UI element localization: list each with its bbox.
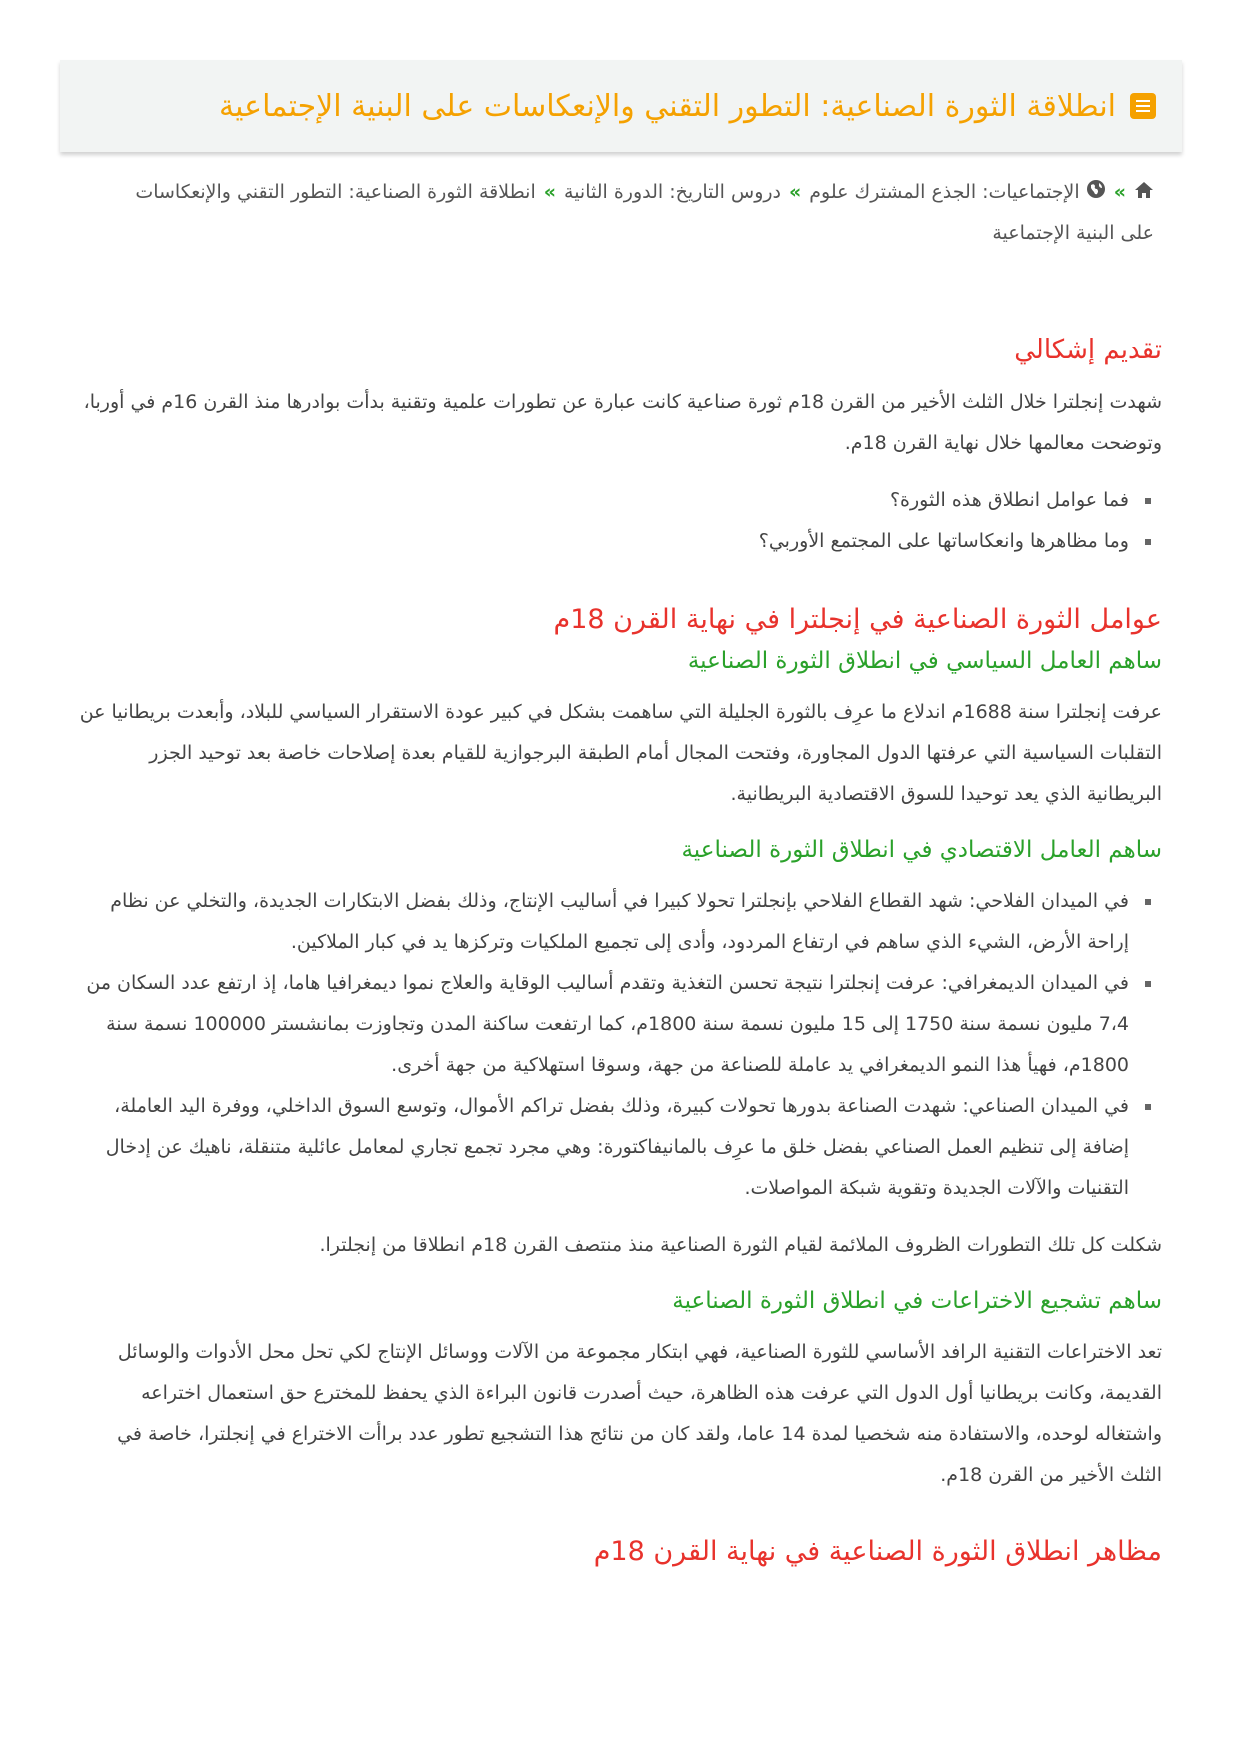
intro-paragraph: شهدت إنجلترا خلال الثلث الأخير من القرن 18م ثورة صناعية كانت عبارة عن تطورات علمية وتقنية بدأت بوادرها منذ القرن 16م في أوربا، وتوضحت معالمها خلال نهاية القرن 18م. [83,391,1162,454]
factors-heading: عوامل الثورة الصناعية في إنجلترا في نهاية القرن 18م [553,604,1162,635]
political-factor-heading: ساهم العامل السياسي في انطلاق الثورة الصناعية [687,648,1162,674]
breadcrumb [134,172,1154,253]
breadcrumb-link-common-core[interactable]: الإجتماعيات: الجذع المشترك علوم [809,181,1080,203]
political-factor-paragraph: عرفت إنجلترا سنة 1688م اندلاع ما عرِف بالثورة الجليلة التي ساهمت بشكل في كبير عودة الاستقرار السياسي للبلاد، وأبعدت بريطانيا عن التقلبات السياسية التي عرفتها الدول المجاورة، وفتحت المجال أمام الطبقة البرجوازية للقيام بعدة إصلاحات خاصة بعد توحيد الجزر البريطانية الذي يعد توحيدا للسوق الاقتصادية البريطانية. [79,701,1162,805]
list-item: في الميدان الفلاحي: شهد القطاع الفلاحي بإنجلترا تحولا كبيرا في أساليب الإنتاج، وذلك بفضل الابتكارات الجديدة، والتخلي عن نظام إراحة الأرض، الشيء الذي ساهم في ارتفاع المردود، وأدى إلى تجميع الملكيات وتركزها يد في كبار الملاكين. [72,881,1129,963]
breadcrumb-link-history-lessons[interactable]: دروس التاريخ: الدورة الثانية [564,181,782,203]
economic-conclusion: شكلت كل تلك التطورات الظروف الملائمة لقيام الثورة الصناعية منذ منتصف القرن 18م انطلاقا من إنجلترا. [319,1234,1162,1256]
article-content [72,330,1162,1584]
breadcrumb-separator: » [1113,181,1126,203]
list-item: في الميدان الديمغرافي: عرفت إنجلترا نتيجة تحسن التغذية وتقدم أساليب الوقاية والعلاج نموا ديمغرافيا هاما، إذ ارتفع عدد السكان من 7،4 مليون نسمة سنة 1750 إلى 15 مليون نسمة سنة 1800م، كما ارتفعت ساكنة المدن وتجاوزت بمانشستر 100000 نسمة سنة 1800م، فهيأ هذا النمو الديمغرافي يد عاملة للصناعة من جهة، وسوقا استهلاكية من جهة أخرى. [72,963,1129,1086]
breadcrumb-separator: » [789,181,802,203]
intro-heading: تقديم إشكالي [1014,335,1162,365]
document-icon [1130,93,1156,119]
list-item: وما مظاهرها وانعكاساتها على المجتمع الأوربي؟ [72,521,1129,562]
inventions-paragraph: تعد الاختراعات التقنية الرافد الأساسي للثورة الصناعية، فهي ابتكار مجموعة من الآلات ووسائل الإنتاج لكي تحل محل الأدوات والوسائل القديمة، وكانت بريطانيا أول الدول التي عرفت هذه الظاهرة، حيث أصدرت قانون البراءة الذي يحفظ للمخترع حق استعمال اختراعه واشتغاله لوحده، والاستفادة منه شخصيا لمدة 14 عاما، ولقد كان من نتائج هذا التشجيع تطور عدد براأت الاختراع في إنجلترا، خاصة في الثلث الأخير من القرن 18م. [117,1341,1162,1486]
breadcrumb-current: انطلاقة الثورة الصناعية: التطور التقني والإنعكاسات على البنية الإجتماعية [135,181,1154,244]
breadcrumb-separator: » [543,181,557,203]
home-icon[interactable] [1134,173,1154,213]
economic-factor-list [72,881,1162,1209]
inventions-factor-heading: ساهم تشجيع الاختراعات في انطلاق الثورة الصناعية [672,1288,1162,1314]
title-box [60,60,1182,152]
economic-factor-heading: ساهم العامل الاقتصادي في انطلاق الثورة الصناعية [681,837,1162,863]
list-item: في الميدان الصناعي: شهدت الصناعة بدورها تحولات كبيرة، وذلك بفضل تراكم الأموال، وتوسع السوق الداخلي، ووفرة اليد العاملة، إضافة إلى تنظيم العمل الصناعي بفضل خلق ما عرِف بالمانيفاكتورة: وهي مجرد تجمع تجاري لمعامل عائلية متنقلة، ناهيك عن إدخال التقنيات والآلات الجديدة وتقوية شبكة المواصلات. [72,1086,1129,1209]
globe-icon [1086,173,1106,213]
list-item: فما عوامل انطلاق هذه الثورة؟ [72,480,1129,521]
manifestations-heading: مظاهر انطلاق الثورة الصناعية في نهاية القرن 18م [593,1536,1162,1567]
page-title: انطلاقة الثورة الصناعية: التطور التقني والإنعكاسات على البنية الإجتماعية [219,88,1116,124]
intro-questions [72,480,1162,562]
